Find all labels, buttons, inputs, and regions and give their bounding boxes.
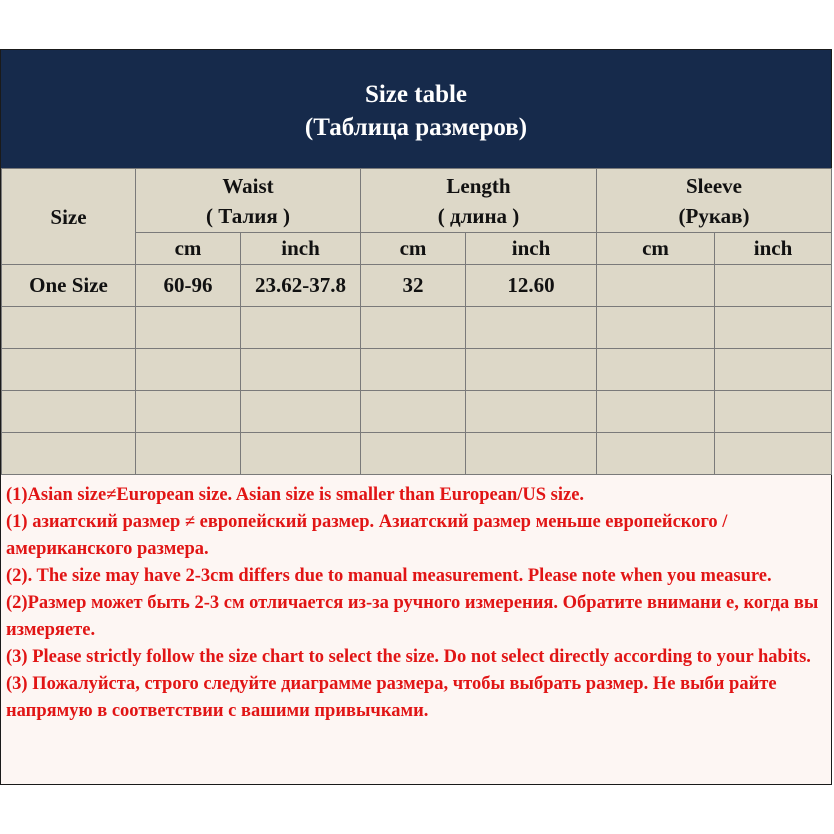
table-cell <box>241 307 361 349</box>
unit-cell: cm <box>136 233 241 265</box>
unit-cell: cm <box>597 233 715 265</box>
table-cell <box>597 391 715 433</box>
size-notes <box>1 476 831 784</box>
table-header-row <box>2 169 832 233</box>
size-column-header: Size <box>2 169 136 265</box>
unit-cell: inch <box>466 233 597 265</box>
size-cell: One Size <box>2 265 136 307</box>
table-cell <box>361 433 466 475</box>
waist-label-ru: ( Талия ) <box>206 203 290 228</box>
table-cell <box>136 433 241 475</box>
waist-header <box>136 169 361 233</box>
note-1-ru: (1) азиатский размер ≠ европейский размер. Азиатский размер меньше европейского / американского размера. <box>6 512 728 559</box>
table-cell <box>715 265 832 307</box>
title-english: Size table <box>364 81 468 108</box>
title-russian: (Таблица размеров) <box>304 114 528 141</box>
note-3-ru: (3) Пожалуйста, строго следуйте диаграмме размера, чтобы выбрать размер. Не выби райте напрямую в соответствии с вашими привычками. <box>6 674 777 721</box>
table-cell <box>241 391 361 433</box>
table-cell <box>361 349 466 391</box>
table-cell: 32 <box>361 265 466 307</box>
note-2-ru: (2)Размер может быть 2-3 см отличается из-за ручного измерения. Обратите внимани е, когда вы измеряете. <box>6 593 819 640</box>
length-label: Length <box>446 173 511 198</box>
size-chart <box>0 49 832 785</box>
size-cell <box>2 391 136 433</box>
table-row <box>2 307 832 349</box>
size-cell <box>2 349 136 391</box>
table-row <box>2 349 832 391</box>
table-cell <box>241 349 361 391</box>
table-cell <box>466 349 597 391</box>
table-row <box>2 265 832 307</box>
note-3-en: (3) Please strictly follow the size chart to select the size. Do not select directly according to your habits. <box>6 647 811 667</box>
table-cell <box>597 433 715 475</box>
size-cell <box>2 433 136 475</box>
table-cell <box>715 391 832 433</box>
table-cell <box>715 307 832 349</box>
sleeve-header <box>597 169 832 233</box>
table-cell <box>136 307 241 349</box>
table-cell: 60-96 <box>136 265 241 307</box>
table-row <box>2 433 832 475</box>
table-cell <box>466 433 597 475</box>
size-table <box>1 168 832 475</box>
unit-cell: cm <box>361 233 466 265</box>
sleeve-label-ru: (Рукав) <box>678 203 750 228</box>
chart-header <box>1 50 831 168</box>
table-cell <box>466 391 597 433</box>
unit-cell: inch <box>715 233 832 265</box>
table-cell <box>136 349 241 391</box>
table-cell <box>597 307 715 349</box>
length-label-ru: ( длина ) <box>437 203 520 228</box>
table-cell <box>136 391 241 433</box>
table-cell <box>715 433 832 475</box>
table-cell <box>597 349 715 391</box>
sleeve-label: Sleeve <box>686 173 742 198</box>
table-row <box>2 391 832 433</box>
unit-cell: inch <box>241 233 361 265</box>
table-cell: 12.60 <box>466 265 597 307</box>
length-header <box>361 169 597 233</box>
waist-label: Waist <box>222 173 274 198</box>
table-cell: 23.62-37.8 <box>241 265 361 307</box>
note-1-en: (1)Asian size≠European size. Asian size is smaller than European/US size. <box>6 485 585 505</box>
note-2-en: (2). The size may have 2-3cm differs due to manual measurement. Please note when you measure. <box>6 566 772 586</box>
table-cell <box>715 349 832 391</box>
table-cell <box>597 265 715 307</box>
table-cell <box>361 307 466 349</box>
table-cell <box>466 307 597 349</box>
size-cell <box>2 307 136 349</box>
table-cell <box>241 433 361 475</box>
table-cell <box>361 391 466 433</box>
